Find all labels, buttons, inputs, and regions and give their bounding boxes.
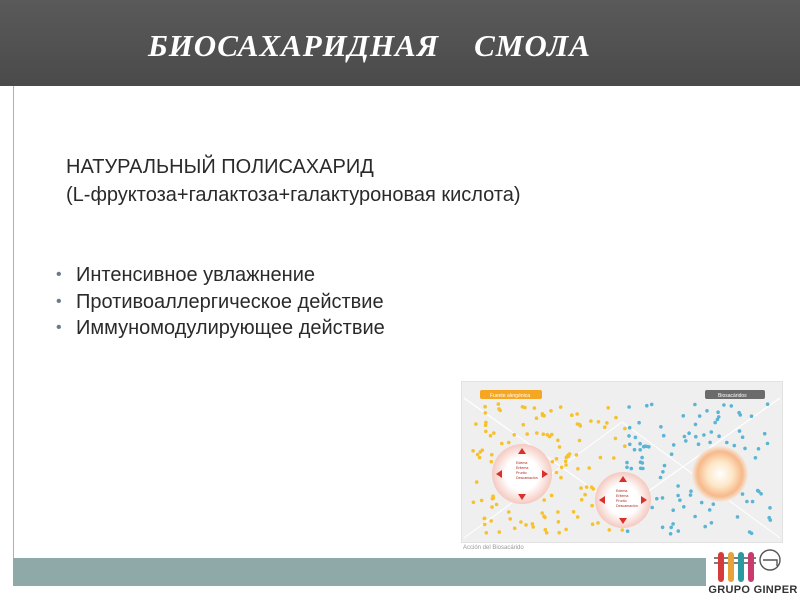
- allergen-dot: [478, 456, 482, 460]
- biosaccharide-dot: [700, 501, 704, 505]
- subtitle-line-1: НАТУРАЛЬНЫЙ ПОЛИСАХАРИД: [66, 156, 374, 178]
- biosaccharide-dot: [710, 521, 714, 525]
- biosaccharide-dot: [689, 489, 693, 493]
- allergen-dot: [589, 419, 593, 423]
- bullet-text: Интенсивное увлажнение: [76, 264, 316, 286]
- allergen-dot: [548, 435, 552, 439]
- allergen-dot: [559, 405, 563, 409]
- allergen-dot: [535, 431, 539, 435]
- bullet-item: [52, 289, 385, 316]
- biosaccharide-dot: [670, 452, 674, 456]
- figure-left-label: Fuente alergénica: [490, 393, 531, 399]
- allergen-dot: [558, 445, 562, 449]
- svg-text:Prurito: Prurito: [616, 499, 627, 503]
- slide-header: [0, 0, 800, 86]
- allergen-dot: [498, 530, 502, 534]
- allergen-dot: [599, 456, 603, 460]
- biosaccharide-dot: [639, 467, 643, 471]
- biosaccharide-dot: [682, 414, 686, 418]
- biosaccharide-dot: [684, 439, 688, 443]
- biosaccharide-dot: [725, 441, 729, 445]
- allergen-dot: [492, 431, 496, 435]
- allergen-dot: [500, 442, 504, 446]
- allergen-dot: [490, 460, 494, 464]
- svg-text:Prurito: Prurito: [516, 471, 527, 475]
- allergen-dot: [519, 520, 523, 524]
- biosaccharide-dot: [716, 410, 720, 414]
- biosaccharide-dot: [738, 429, 742, 433]
- allergen-dot: [512, 433, 516, 437]
- bullet-text: Иммуномодулирующее действие: [76, 317, 385, 339]
- biosaccharide-dot: [655, 497, 659, 501]
- biosaccharide-dot: [687, 431, 691, 435]
- biosaccharide-dot: [739, 413, 743, 417]
- allergen-dot: [507, 441, 511, 445]
- left-divider: [13, 86, 14, 558]
- allergen-dot: [544, 528, 548, 532]
- allergen-dot: [623, 427, 627, 431]
- biosaccharide-dot: [662, 434, 666, 438]
- allergen-dot: [623, 444, 627, 448]
- figure-illustration: [462, 382, 782, 542]
- allergen-dot: [608, 528, 612, 532]
- subtitle-block: [66, 153, 521, 209]
- allergen-dot: [564, 460, 568, 464]
- allergen-dot: [497, 402, 501, 406]
- allergen-dot: [555, 471, 559, 475]
- biosaccharide-dot: [766, 402, 770, 406]
- biosaccharide-dot: [736, 515, 740, 519]
- biosaccharide-dot: [650, 403, 654, 407]
- allergen-dot: [555, 457, 559, 461]
- svg-text:Eritema: Eritema: [516, 466, 529, 470]
- allergen-dot: [531, 522, 535, 526]
- biosaccharide-dot: [768, 506, 772, 510]
- biosaccharide-dot: [637, 421, 641, 425]
- allergen-dot: [479, 450, 483, 454]
- allergen-dot: [556, 439, 560, 443]
- biosaccharide-dot: [676, 494, 680, 498]
- allergen-dot: [484, 421, 488, 425]
- biosaccharide-dot: [748, 530, 752, 534]
- biosaccharide-dot: [626, 529, 630, 533]
- biosaccharide-dot: [750, 414, 754, 418]
- allergen-dot: [580, 498, 584, 502]
- allergen-dot: [587, 466, 591, 470]
- biosaccharide-dot: [693, 403, 697, 407]
- biosaccharide-dot: [708, 441, 712, 445]
- biosaccharide-dot: [689, 493, 693, 497]
- biosaccharide-dot: [716, 418, 720, 422]
- biosaccharide-dot: [683, 435, 687, 439]
- allergen-dot: [490, 453, 494, 457]
- biosaccharide-dot: [669, 526, 673, 530]
- biosaccharide-dot: [763, 432, 767, 436]
- biosaccharide-dot: [754, 456, 758, 460]
- bullet-dot-icon: •: [56, 319, 62, 336]
- allergen-dot: [508, 517, 512, 521]
- allergen-dot: [575, 412, 579, 416]
- allergen-dot: [568, 452, 572, 456]
- biosaccharide-dot: [638, 448, 642, 452]
- allergen-dot: [570, 413, 574, 417]
- figure-protected-circle: [692, 446, 748, 502]
- biosaccharide-dot: [743, 447, 747, 451]
- allergen-dot: [474, 422, 478, 426]
- allergen-dot: [522, 423, 526, 427]
- allergen-dot: [542, 432, 546, 436]
- allergen-dot: [484, 411, 488, 415]
- biosaccharide-dot: [671, 522, 675, 526]
- biosaccharide-dot: [705, 409, 709, 413]
- biosaccharide-dot: [677, 529, 681, 533]
- allergen-dot: [483, 405, 487, 409]
- allergen-dot: [614, 437, 618, 441]
- allergen-dot: [557, 531, 561, 535]
- allergen-dot: [535, 416, 539, 420]
- biosaccharide-dot: [638, 442, 642, 446]
- allergen-dot: [472, 501, 476, 505]
- biosaccharide-dot: [751, 500, 755, 504]
- allergen-dot: [575, 453, 579, 457]
- biosaccharide-dot: [703, 525, 707, 529]
- allergen-dot: [579, 424, 583, 428]
- biosaccharide-dot: [628, 426, 632, 430]
- allergen-dot: [497, 407, 501, 411]
- allergen-dot: [559, 476, 563, 480]
- biosaccharide-dot: [639, 460, 643, 464]
- biosaccharide-dot: [682, 505, 686, 509]
- bullet-item: [52, 315, 385, 342]
- biosaccharide-dot: [741, 492, 745, 496]
- allergen-dot: [489, 519, 493, 523]
- svg-text:Eritema: Eritema: [616, 494, 629, 498]
- allergen-dot: [490, 505, 494, 509]
- allergen-dot: [560, 466, 564, 470]
- allergen-dot: [591, 522, 595, 526]
- allergen-dot: [480, 499, 484, 503]
- biosaccharide-dot: [630, 467, 634, 471]
- allergen-dot: [507, 510, 511, 514]
- allergen-dot: [606, 406, 610, 410]
- allergen-dot: [541, 413, 545, 417]
- biosaccharide-dot: [634, 436, 638, 440]
- biosaccharide-dot: [676, 484, 680, 488]
- bullet-item: [52, 262, 385, 289]
- biosaccharide-dot: [678, 498, 682, 502]
- biosaccharide-dot: [733, 444, 737, 448]
- allergen-dot: [576, 467, 580, 471]
- biosaccharide-dot: [757, 447, 761, 451]
- allergen-dot: [612, 456, 616, 460]
- allergen-dot: [524, 523, 528, 527]
- allergen-dot: [590, 485, 594, 489]
- biosaccharide-dot: [625, 461, 629, 465]
- allergen-dot: [483, 517, 487, 521]
- bullet-dot-icon: •: [56, 266, 62, 283]
- allergen-dot: [576, 515, 580, 519]
- biosaccharide-dot: [712, 502, 716, 506]
- allergen-dot: [549, 409, 553, 413]
- allergen-dot: [590, 504, 594, 508]
- allergen-dot: [540, 511, 544, 515]
- biosaccharide-dot: [769, 518, 773, 522]
- biosaccharide-dot: [702, 433, 706, 437]
- allergen-dot: [557, 520, 561, 524]
- biosaccharide-dot: [756, 489, 760, 493]
- footer-bar: [13, 558, 800, 586]
- logo-mark-icon: [706, 546, 800, 584]
- allergen-dot: [491, 494, 495, 498]
- biosaccharide-dot: [708, 508, 712, 512]
- biosaccharide-dot: [628, 443, 632, 447]
- allergen-dot: [621, 528, 625, 532]
- allergen-dot: [495, 503, 499, 507]
- allergen-dot: [556, 510, 560, 514]
- biosaccharide-dot: [627, 434, 631, 438]
- biosaccharide-dot: [669, 532, 673, 536]
- biosaccharide-dot: [698, 414, 702, 418]
- biosaccharide-dot: [659, 476, 663, 480]
- allergen-dot: [525, 432, 529, 436]
- allergen-dot: [585, 485, 589, 489]
- biosaccharide-dot: [661, 496, 665, 500]
- logo-text: GRUPO GINPER: [708, 584, 798, 596]
- biosaccharide-dot: [661, 470, 665, 474]
- company-logo: [706, 546, 800, 600]
- allergen-dot: [523, 406, 527, 410]
- biosaccharide-dot: [644, 445, 648, 449]
- biosaccharide-dot: [745, 500, 749, 504]
- biosaccharide-dot: [741, 435, 745, 439]
- allergen-dot: [489, 434, 493, 438]
- figure-right-label: Biosacáridos: [718, 393, 747, 399]
- allergen-dot: [476, 453, 480, 457]
- allergen-dot: [583, 493, 587, 497]
- allergen-dot: [550, 494, 554, 498]
- bullet-dot-icon: •: [56, 292, 62, 310]
- bullet-text: Противоаллергическое действие: [76, 290, 384, 313]
- biosaccharide-dot: [730, 404, 734, 408]
- biosaccharide-dot: [672, 443, 676, 447]
- biosaccharide-dot: [717, 434, 721, 438]
- biosaccharide-dot: [693, 515, 697, 519]
- biosaccharide-action-figure: [461, 381, 783, 543]
- allergen-dot: [564, 463, 568, 467]
- allergen-dot: [475, 480, 479, 484]
- biosaccharide-dot: [625, 466, 629, 470]
- biosaccharide-dot: [663, 464, 667, 468]
- allergen-dot: [605, 421, 609, 425]
- biosaccharide-dot: [694, 423, 698, 427]
- allergen-dot: [578, 439, 582, 443]
- allergen-dot: [542, 498, 546, 502]
- allergen-dot: [531, 525, 535, 529]
- allergen-dot: [483, 523, 487, 527]
- allergen-dot: [471, 449, 475, 453]
- allergen-dot: [551, 460, 555, 464]
- allergen-dot: [572, 510, 576, 514]
- figure-caption: Acción del Biosacárido: [463, 545, 524, 551]
- biosaccharide-dot: [722, 403, 726, 407]
- allergen-dot: [485, 531, 489, 535]
- svg-text:Descamación: Descamación: [516, 476, 538, 480]
- biosaccharide-dot: [645, 404, 649, 408]
- subtitle-line-2: (L-фруктоза+галактоза+галактуроновая кислота): [66, 184, 521, 206]
- biosaccharide-dot: [766, 442, 770, 446]
- allergen-dot: [614, 416, 618, 420]
- biosaccharide-dot: [659, 425, 663, 429]
- allergen-dot: [597, 420, 601, 424]
- allergen-dot: [564, 528, 568, 532]
- svg-text:Descamación: Descamación: [616, 504, 638, 508]
- biosaccharide-dot: [661, 526, 665, 530]
- svg-text:Edema: Edema: [616, 489, 628, 493]
- allergen-dot: [579, 486, 583, 490]
- allergen-dot: [533, 406, 537, 410]
- allergen-dot: [603, 425, 607, 429]
- biosaccharide-dot: [697, 442, 701, 446]
- biosaccharide-dot: [694, 435, 698, 439]
- allergen-dot: [542, 515, 546, 519]
- slide-title: БИОСАХАРИДНАЯ СМОЛА: [148, 28, 591, 63]
- biosaccharide-dot: [713, 421, 717, 425]
- allergen-dot: [596, 521, 600, 525]
- biosaccharide-dot: [640, 456, 644, 460]
- biosaccharide-dot: [650, 506, 654, 510]
- bullet-list: [52, 262, 385, 342]
- biosaccharide-dot: [627, 405, 631, 409]
- svg-text:Edema: Edema: [516, 461, 528, 465]
- allergen-dot: [484, 430, 488, 434]
- biosaccharide-dot: [710, 430, 714, 434]
- biosaccharide-dot: [671, 508, 675, 512]
- biosaccharide-dot: [759, 492, 763, 496]
- allergen-dot: [545, 531, 549, 535]
- biosaccharide-dot: [633, 448, 637, 452]
- allergen-dot: [513, 527, 517, 531]
